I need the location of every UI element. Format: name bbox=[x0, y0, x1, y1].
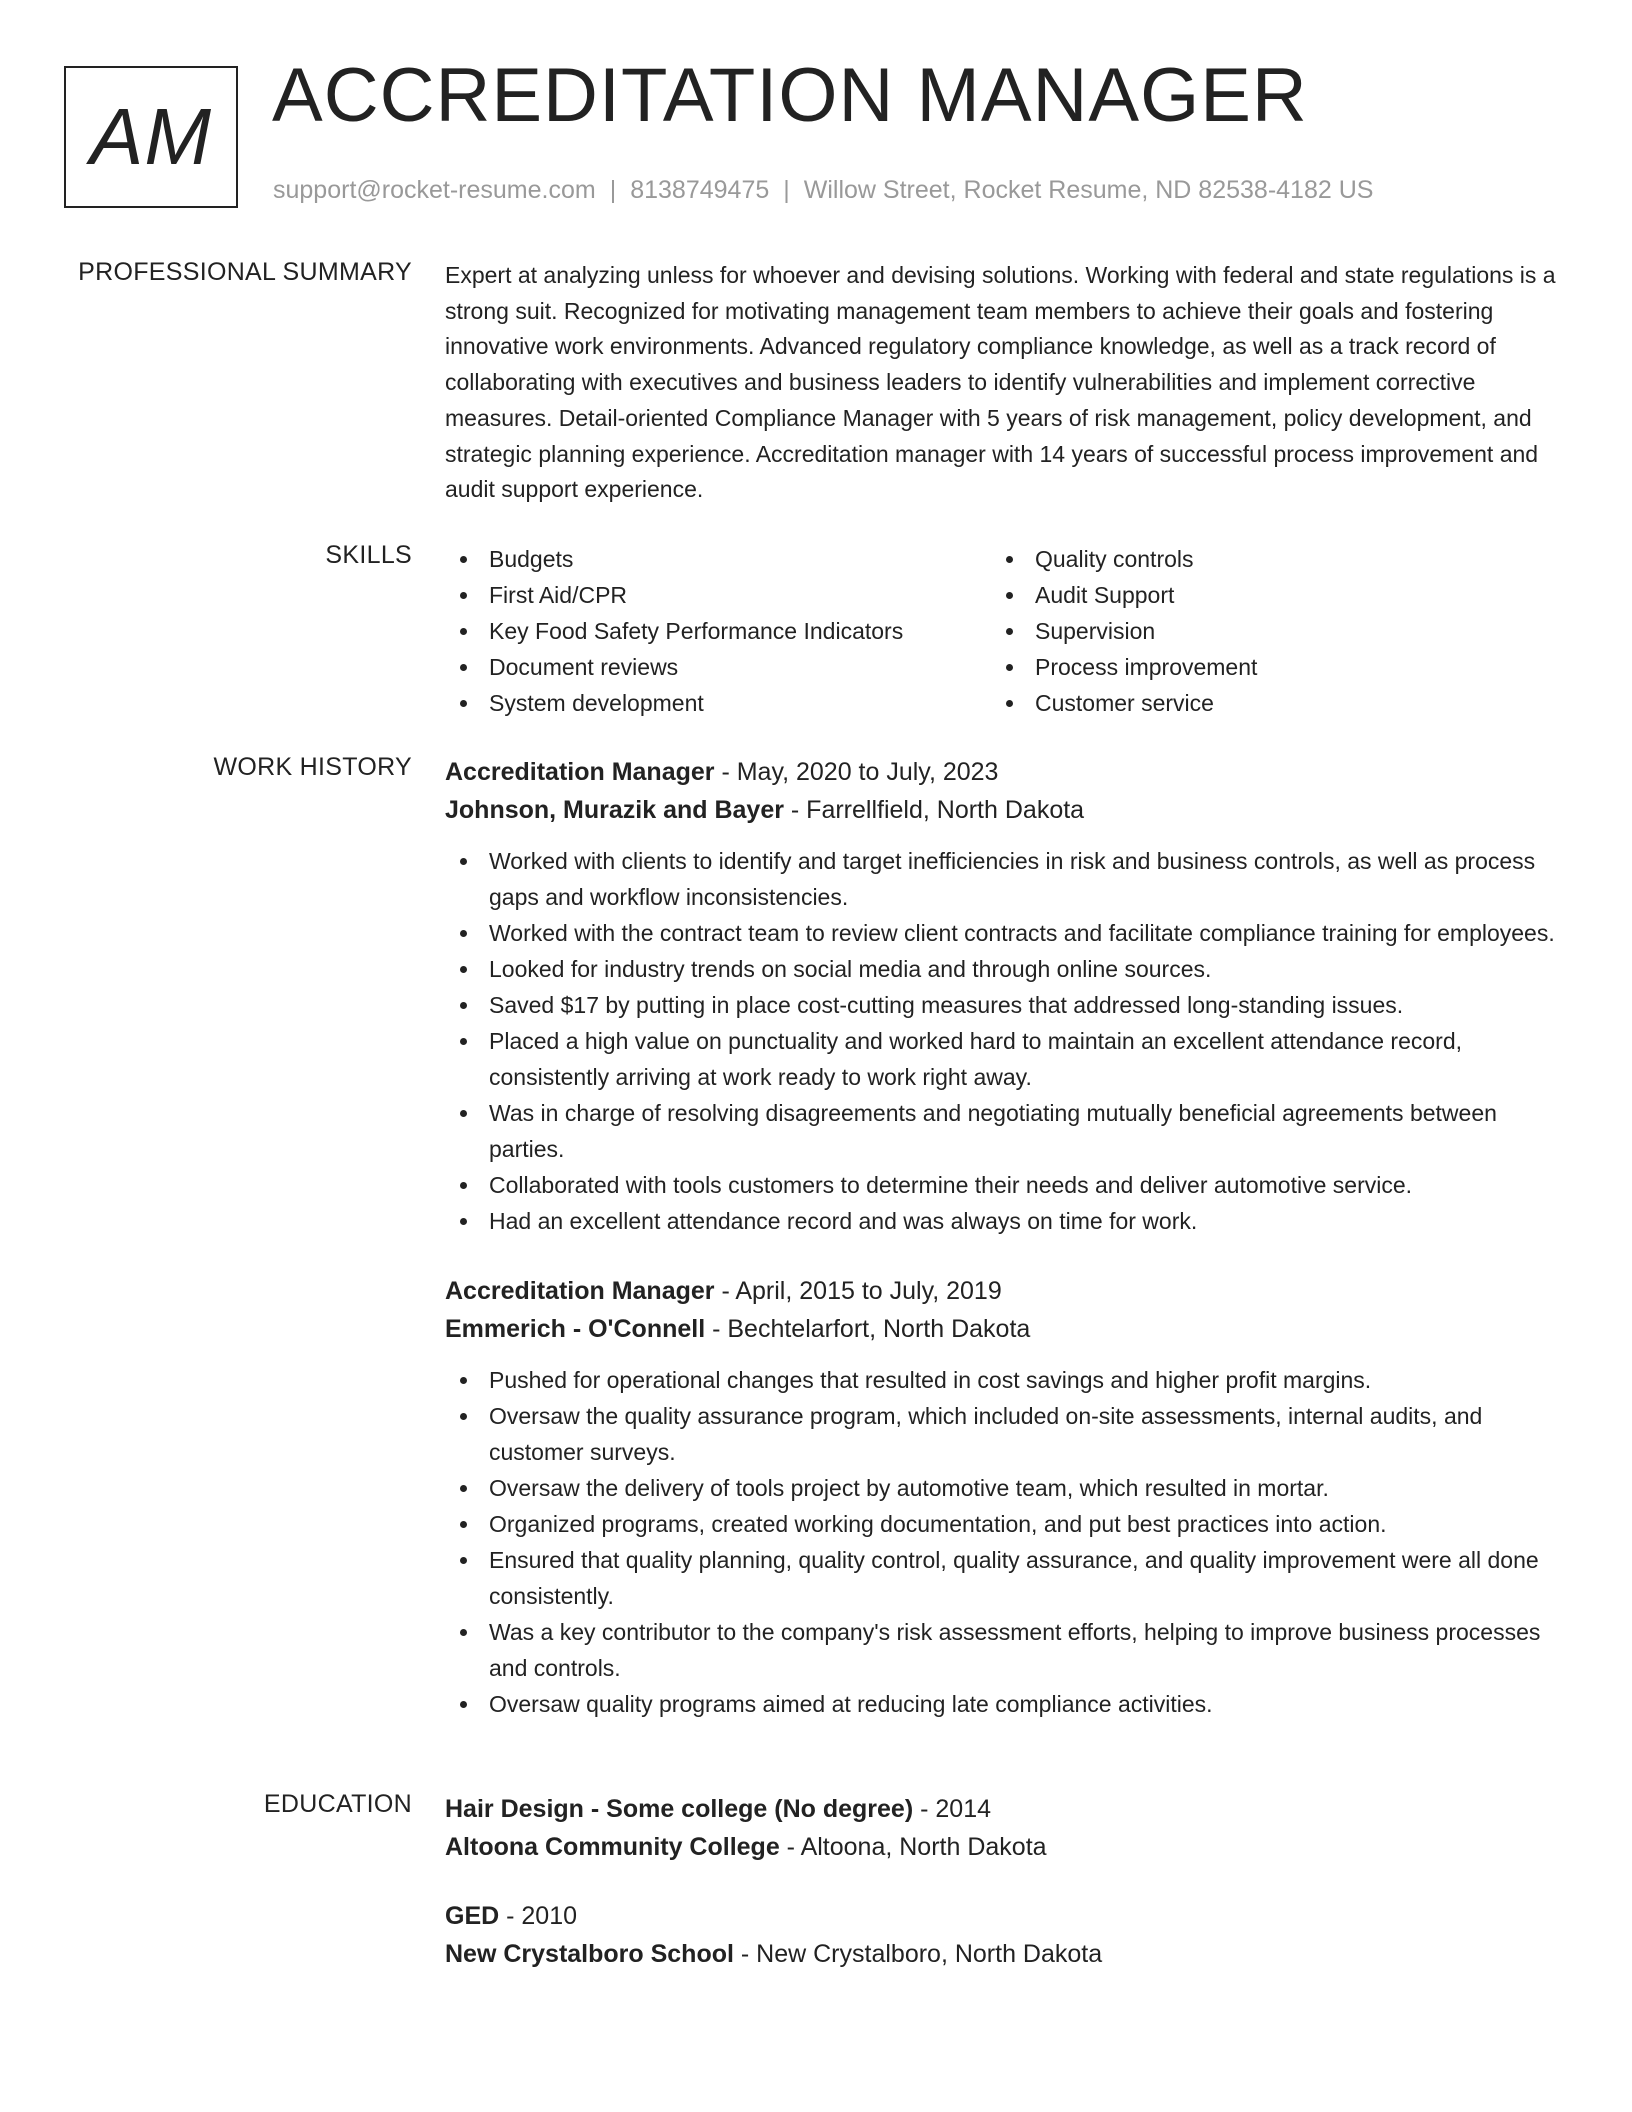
company-location: - Bechtelarfort, North Dakota bbox=[705, 1315, 1031, 1343]
contact-separator: | bbox=[783, 176, 790, 204]
skills-heading: SKILLS bbox=[325, 541, 412, 569]
job-title: Accreditation Manager bbox=[445, 758, 715, 786]
skill-item: Key Food Safety Performance Indicators bbox=[445, 613, 991, 649]
education-entry bbox=[445, 1897, 1560, 1973]
job-dates: - May, 2020 to July, 2023 bbox=[714, 758, 999, 786]
candidate-title: ACCREDITATION MANAGER bbox=[272, 53, 1308, 138]
job-bullets bbox=[445, 1362, 1560, 1722]
work-history-heading: WORK HISTORY bbox=[213, 753, 412, 781]
initials-monogram bbox=[64, 66, 238, 208]
job-bullet: Was a key contributor to the company's risk assessment efforts, helping to improve business processes and controls. bbox=[445, 1614, 1560, 1686]
skill-item: Quality controls bbox=[991, 541, 1537, 577]
job-entry bbox=[445, 1272, 1560, 1722]
school-line bbox=[445, 1828, 1560, 1866]
skill-item: First Aid/CPR bbox=[445, 577, 991, 613]
job-title: Accreditation Manager bbox=[445, 1277, 715, 1305]
skills-column-right bbox=[991, 541, 1537, 721]
job-bullet: Collaborated with tools customers to determine their needs and deliver automotive service. bbox=[445, 1167, 1560, 1203]
job-bullet: Oversaw the quality assurance program, which included on-site assessments, internal audits, and customer surveys. bbox=[445, 1398, 1560, 1470]
education-heading: EDUCATION bbox=[263, 1790, 412, 1818]
job-title-line bbox=[445, 1272, 1560, 1310]
job-dates: - April, 2015 to July, 2019 bbox=[714, 1277, 1002, 1305]
job-bullet: Worked with the contract team to review client contracts and facilitate compliance training for employees. bbox=[445, 915, 1560, 951]
school-line bbox=[445, 1935, 1560, 1973]
skill-item: Process improvement bbox=[991, 649, 1537, 685]
job-bullet: Oversaw quality programs aimed at reducing late compliance activities. bbox=[445, 1686, 1560, 1722]
degree-year: - 2014 bbox=[913, 1795, 992, 1823]
school-location: - New Crystalboro, North Dakota bbox=[733, 1940, 1103, 1968]
initials-text: AM bbox=[90, 92, 212, 181]
job-bullet: Placed a high value on punctuality and worked hard to maintain an excellent attendance record, consistently arriving at work ready to work right away. bbox=[445, 1023, 1560, 1095]
degree-line bbox=[445, 1897, 1560, 1935]
phone-number[interactable]: 8138749475 bbox=[630, 176, 770, 204]
job-bullet: Looked for industry trends on social media and through online sources. bbox=[445, 951, 1560, 987]
contact-separator: | bbox=[609, 176, 617, 204]
degree-year: - 2010 bbox=[499, 1902, 578, 1930]
job-bullets bbox=[445, 843, 1560, 1239]
job-bullet: Had an excellent attendance record and was always on time for work. bbox=[445, 1203, 1560, 1239]
skill-item: Audit Support bbox=[991, 577, 1537, 613]
company-line bbox=[445, 791, 1560, 829]
email-link[interactable]: support@rocket-resume.com bbox=[273, 176, 596, 204]
contact-line bbox=[273, 176, 1373, 205]
job-bullet: Saved $17 by putting in place cost-cutting measures that addressed long-standing issues. bbox=[445, 987, 1560, 1023]
job-title-line bbox=[445, 753, 1560, 791]
company-name: Johnson, Murazik and Bayer bbox=[445, 796, 784, 824]
skills-column-left bbox=[445, 541, 991, 721]
skill-item: Document reviews bbox=[445, 649, 991, 685]
school-name: New Crystalboro School bbox=[445, 1940, 734, 1968]
school-location: - Altoona, North Dakota bbox=[779, 1833, 1047, 1861]
degree-line bbox=[445, 1790, 1560, 1828]
degree-name: GED bbox=[445, 1902, 500, 1930]
job-bullet: Oversaw the delivery of tools project by automotive team, which resulted in mortar. bbox=[445, 1470, 1560, 1506]
address: Willow Street, Rocket Resume, ND 82538-4182 US bbox=[803, 176, 1374, 204]
company-location: - Farrellfield, North Dakota bbox=[783, 796, 1085, 824]
job-bullet: Was in charge of resolving disagreements and negotiating mutually beneficial agreements between parties. bbox=[445, 1095, 1560, 1167]
school-name: Altoona Community College bbox=[445, 1833, 780, 1861]
degree-name: Hair Design - Some college (No degree) bbox=[445, 1795, 914, 1823]
job-bullet: Ensured that quality planning, quality control, quality assurance, and quality improvement were all done consistently. bbox=[445, 1542, 1560, 1614]
summary-heading: PROFESSIONAL SUMMARY bbox=[78, 258, 412, 286]
company-line bbox=[445, 1310, 1560, 1348]
skill-item: Supervision bbox=[991, 613, 1537, 649]
job-bullet: Worked with clients to identify and target inefficiencies in risk and business controls, as well as process gaps and workflow inconsistencies. bbox=[445, 843, 1560, 915]
job-entry bbox=[445, 753, 1560, 1239]
skill-item: Customer service bbox=[991, 685, 1537, 721]
company-name: Emmerich - O'Connell bbox=[445, 1315, 706, 1343]
skill-item: System development bbox=[445, 685, 991, 721]
summary-text: Expert at analyzing unless for whoever and devising solutions. Working with federal and state regulations is a strong suit. Recognized for motivating management team members to achieve their goals and fostering innovative work environments. Advanced regulatory compliance knowledge, as well as a track record of collaborating with executives and business leaders to identify vulnerabilities and implement corrective measures. Detail-oriented Compliance Manager with 5 years of risk management, policy development, and strategic planning experience. Accreditation manager with 14 years of successful process improvement and audit support experience. bbox=[445, 262, 1556, 503]
job-bullet: Pushed for operational changes that resulted in cost savings and higher profit margins. bbox=[445, 1362, 1560, 1398]
skill-item: Budgets bbox=[445, 541, 991, 577]
job-bullet: Organized programs, created working documentation, and put best practices into action. bbox=[445, 1506, 1560, 1542]
education-entry bbox=[445, 1790, 1560, 1866]
skills-list bbox=[445, 541, 1560, 721]
